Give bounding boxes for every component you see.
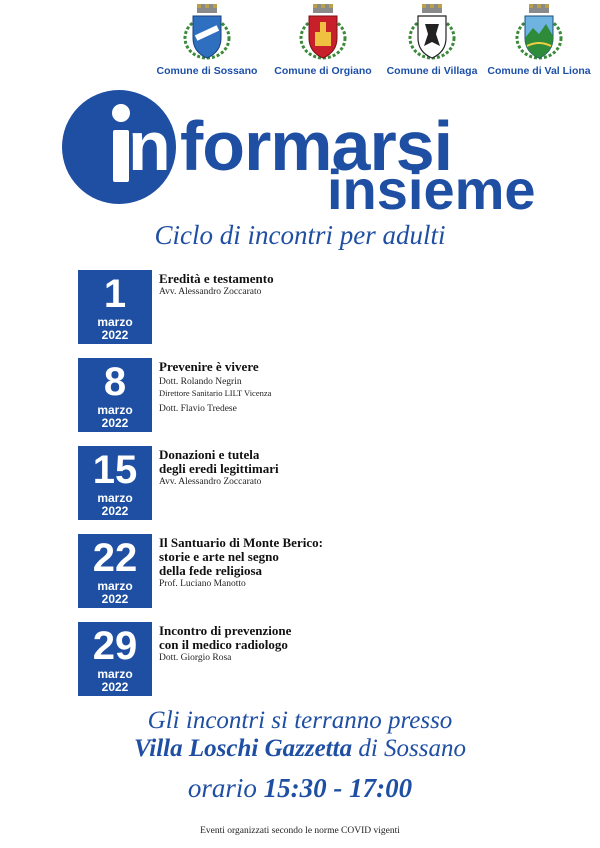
date-month: marzo	[97, 579, 133, 593]
event-item	[78, 534, 538, 608]
event-details	[159, 624, 539, 664]
event-title: storie e arte nel segno	[159, 549, 279, 564]
event-item	[78, 446, 538, 520]
venue-town: di Sossano	[358, 735, 466, 762]
date-day: 8	[103, 360, 127, 404]
date-month: marzo	[97, 403, 133, 417]
date-year: 2022	[101, 592, 129, 606]
crest-sossano	[147, 2, 267, 77]
date-year: 2022	[101, 416, 129, 430]
val-liona-crest-icon	[515, 2, 563, 62]
date-day: 1	[103, 272, 127, 316]
date-month: marzo	[97, 315, 133, 329]
event-speaker: Dott. Rolando Negrin	[159, 377, 242, 387]
event-hours	[0, 770, 600, 806]
event-title: Eredità e testamento	[159, 271, 274, 286]
event-speaker: Dott. Giorgio Rosa	[159, 653, 232, 663]
event-list	[78, 270, 538, 710]
event-details	[159, 360, 539, 415]
logo-letter-n: n	[128, 107, 169, 185]
event-title: Prevenire è vivere	[159, 359, 259, 374]
venue-location	[0, 734, 600, 764]
date-year: 2022	[101, 504, 129, 518]
crest-label-sossano: Comune di Sossano	[156, 65, 258, 77]
date-day: 15	[92, 448, 138, 492]
event-item	[78, 358, 538, 432]
crest-label-orgiano: Comune di Orgiano	[274, 65, 372, 77]
crest-villaga	[372, 2, 492, 77]
event-speaker: Avv. Alessandro Zoccarato	[159, 477, 262, 487]
logo-i-stem	[113, 130, 129, 182]
event-speaker-role: Direttore Sanitario LILT Vicenza	[159, 388, 272, 398]
sossano-crest-icon	[183, 2, 231, 62]
crest-orgiano	[263, 2, 383, 77]
date-month: marzo	[97, 667, 133, 681]
municipality-crests	[0, 0, 600, 90]
event-item	[78, 270, 538, 344]
event-title: Il Santuario di Monte Berico:	[159, 535, 323, 550]
event-details	[159, 272, 539, 298]
date-badge	[78, 622, 152, 696]
venue-place: Villa Loschi Gazzetta	[134, 735, 353, 762]
event-title: della fede religiosa	[159, 563, 263, 578]
orgiano-crest-icon	[299, 2, 347, 62]
event-title: Incontro di prevenzione	[159, 623, 292, 638]
date-day: 22	[92, 536, 138, 580]
date-day: 29	[92, 624, 138, 668]
date-badge	[78, 358, 152, 432]
hours-time: 15:30 - 17:00	[263, 773, 413, 803]
event-speaker: Prof. Luciano Manotto	[159, 579, 246, 589]
event-details	[159, 448, 539, 488]
villaga-crest-icon	[408, 2, 456, 62]
event-speaker: Dott. Flavio Tredese	[159, 404, 237, 414]
footer-note: Eventi organizzati secondo le norme COVID vigenti	[200, 826, 400, 836]
subtitle: Ciclo di incontri per adulti	[154, 220, 446, 250]
date-badge	[78, 534, 152, 608]
event-details	[159, 536, 539, 590]
logo-title-line1: formarsi	[180, 107, 453, 185]
date-year: 2022	[101, 680, 129, 694]
date-badge	[78, 446, 152, 520]
crest-val-liona	[479, 2, 599, 77]
venue-intro: Gli incontri si terranno presso	[147, 707, 453, 734]
event-title: con il medico radiologo	[159, 637, 288, 652]
event-title: Donazioni e tutela	[159, 447, 260, 462]
date-badge	[78, 270, 152, 344]
date-year: 2022	[101, 328, 129, 342]
crest-label-val-liona: Comune di Val Liona	[487, 65, 591, 77]
date-month: marzo	[97, 491, 133, 505]
event-item	[78, 622, 538, 696]
logo-title-line2: insieme	[327, 158, 536, 221]
hours-label: orario	[187, 773, 257, 803]
event-speaker: Avv. Alessandro Zoccarato	[159, 287, 262, 297]
crest-label-villaga: Comune di Villaga	[386, 65, 478, 77]
event-title: degli eredi legittimari	[159, 461, 279, 476]
